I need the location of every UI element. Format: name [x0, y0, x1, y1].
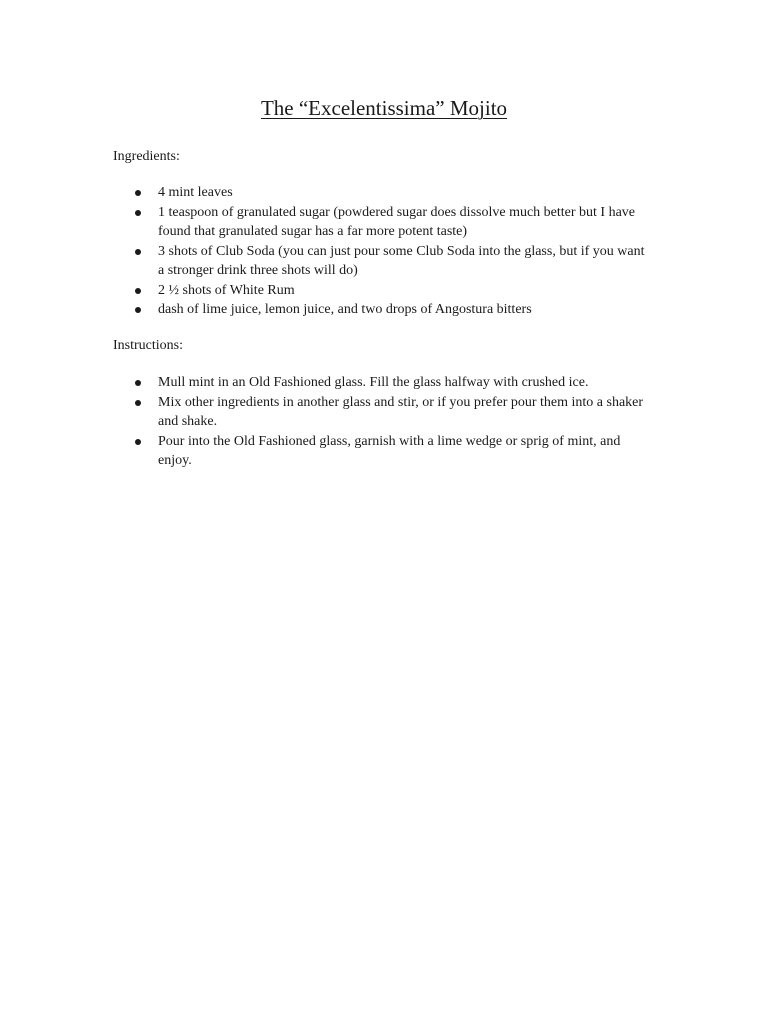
ingredient-text: 2 ½ shots of White Rum	[158, 282, 295, 298]
bullet-icon	[135, 190, 141, 196]
ingredient-text: dash of lime juice, lemon juice, and two drops of Angostura bitters	[158, 302, 532, 317]
ingredients-list	[113, 183, 653, 320]
list-item	[113, 183, 653, 203]
instructions-label: Instructions:	[113, 338, 183, 353]
list-item	[113, 242, 653, 281]
list-item	[113, 300, 653, 320]
bullet-icon	[135, 380, 141, 386]
bullet-icon	[135, 288, 141, 294]
ingredient-text: 3 shots of Club Soda (you can just pour some Club Soda into the glass, but if you want a stronger drink three shots will do)	[158, 243, 645, 278]
list-item	[113, 432, 653, 471]
instruction-text: Pour into the Old Fashioned glass, garnish with a lime wedge or sprig of mint, and enjoy.	[158, 433, 621, 468]
bullet-icon	[135, 400, 141, 406]
instruction-text: Mull mint in an Old Fashioned glass. Fill the glass halfway with crushed ice.	[158, 375, 589, 390]
ingredient-text: 4 mint leaves	[158, 185, 233, 200]
page-title: The “Excelentissima” Mojito	[260, 96, 508, 120]
list-item	[113, 203, 653, 242]
bullet-icon	[135, 210, 141, 216]
bullet-icon	[135, 439, 141, 445]
ingredients-label: Ingredients:	[113, 149, 180, 164]
bullet-icon	[135, 249, 141, 255]
list-item	[113, 373, 653, 393]
list-item	[113, 281, 653, 301]
ingredient-text: 1 teaspoon of granulated sugar (powdered sugar does dissolve much better but I have found that granulated sugar has a far more potent taste)	[158, 204, 636, 239]
bullet-icon	[135, 307, 141, 313]
list-item	[113, 393, 653, 432]
instruction-text: Mix other ingredients in another glass and stir, or if you prefer pour them into a shaker and shake.	[158, 394, 644, 429]
instructions-list	[113, 373, 653, 471]
